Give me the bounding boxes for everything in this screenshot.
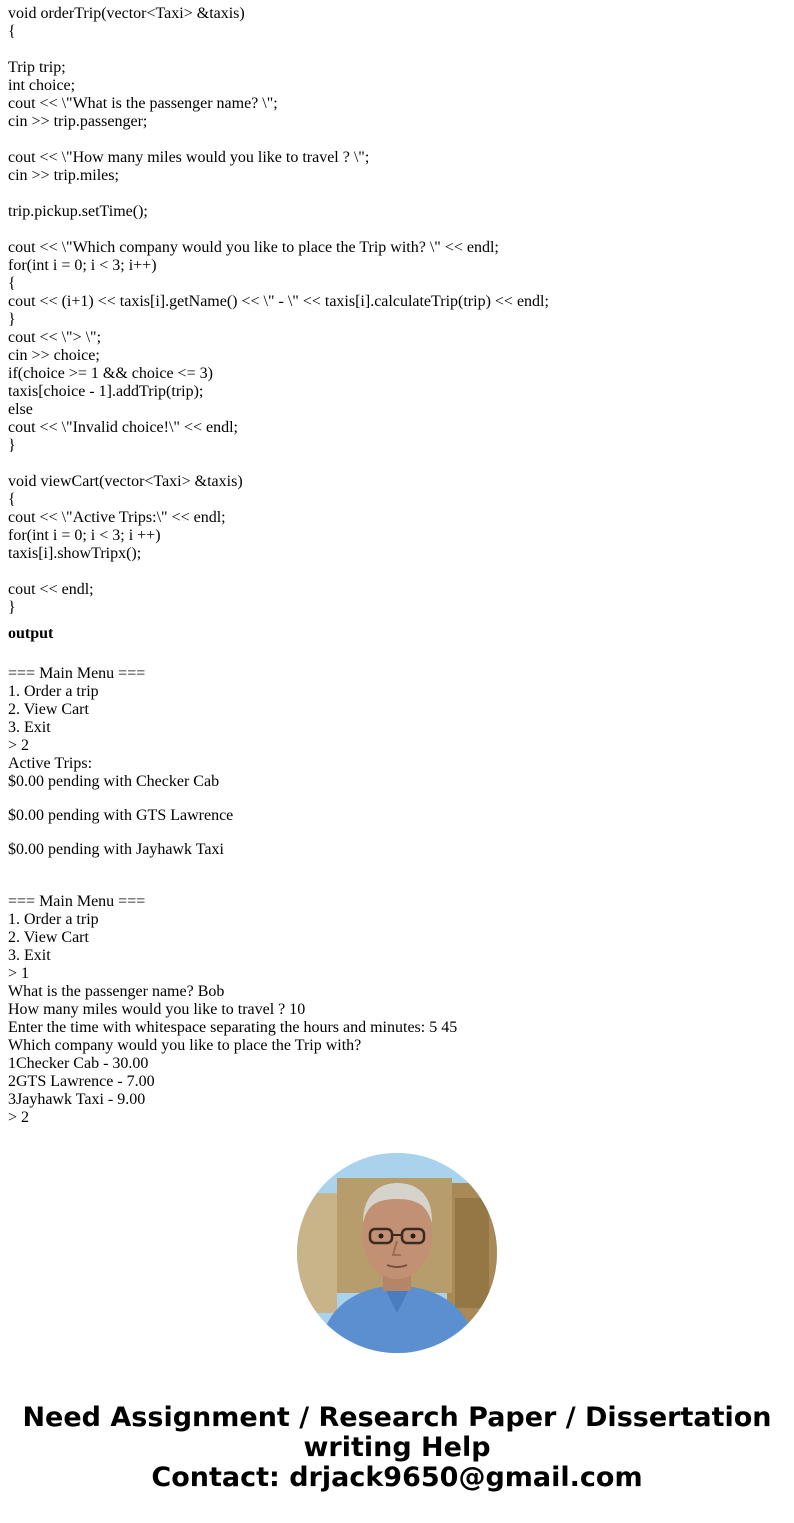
code-line: {: [8, 491, 16, 508]
output-line: 2. View Cart: [8, 929, 89, 946]
output-line: 3. Exit: [8, 719, 51, 736]
output-heading: output: [8, 625, 54, 642]
code-line: Trip trip;: [8, 59, 66, 76]
code-line: }: [8, 599, 16, 616]
promo-line-1: Need Assignment / Research Paper / Dissertation: [22, 1402, 772, 1433]
output-line: Active Trips:: [8, 755, 93, 772]
output-spacer: [8, 877, 788, 893]
output-line: > 2: [8, 1109, 30, 1123]
code-line: [8, 563, 788, 581]
output-line: Enter the time with whitespace separating the hours and minutes: 5 45: [8, 1019, 458, 1036]
code-line: for(int i = 0; i < 3; i++): [8, 257, 157, 274]
code-line: {: [8, 23, 16, 40]
output-line: 1. Order a trip: [8, 683, 99, 700]
code-line: cout << endl;: [8, 581, 94, 598]
promo-banner: [0, 1403, 794, 1493]
output-line: 1. Order a trip: [8, 911, 99, 928]
code-line: cout << \"Active Trips:\" << endl;: [8, 509, 226, 526]
promo-line-2: writing Help: [303, 1432, 491, 1463]
code-line: cout << \"> \";: [8, 329, 102, 346]
output-line: 2. View Cart: [8, 701, 89, 718]
code-line: trip.pickup.setTime();: [8, 203, 148, 220]
code-line: int choice;: [8, 77, 76, 94]
code-line: for(int i = 0; i < 3; i ++): [8, 527, 161, 544]
code-line: void orderTrip(vector<Taxi> &taxis): [8, 5, 245, 22]
output-line: === Main Menu ===: [8, 893, 146, 910]
output-line: $0.00 pending with GTS Lawrence: [8, 807, 234, 824]
code-line: cout << \"How many miles would you like to travel ? \";: [8, 149, 370, 166]
console-output: [8, 665, 788, 1123]
output-line: > 2: [8, 737, 30, 754]
promo-contact[interactable]: Contact: drjack9650@gmail.com: [151, 1462, 643, 1493]
code-line: }: [8, 437, 16, 454]
code-line: [8, 221, 788, 239]
code-line: [8, 185, 788, 203]
code-line: else: [8, 401, 33, 418]
portrait-image: [297, 1153, 497, 1353]
output-line: 3. Exit: [8, 947, 51, 964]
output-line: 3Jayhawk Taxi - 9.00: [8, 1091, 146, 1108]
code-line: cout << \"Invalid choice!\" << endl;: [8, 419, 238, 436]
code-line: cin >> choice;: [8, 347, 100, 364]
code-line: void viewCart(vector<Taxi> &taxis): [8, 473, 243, 490]
output-line: 2GTS Lawrence - 7.00: [8, 1073, 155, 1090]
output-line: === Main Menu ===: [8, 665, 146, 682]
output-line: How many miles would you like to travel ? 10: [8, 1001, 306, 1018]
code-line: cin >> trip.miles;: [8, 167, 119, 184]
code-line: cin >> trip.passenger;: [8, 113, 148, 130]
code-line: if(choice >= 1 && choice <= 3): [8, 365, 213, 382]
output-line: 1Checker Cab - 30.00: [8, 1055, 149, 1072]
code-listing: [8, 5, 788, 651]
code-line: taxis[choice - 1].addTrip(trip);: [8, 383, 204, 400]
code-line: taxis[i].showTripx();: [8, 545, 142, 562]
code-line: [8, 455, 788, 473]
code-line: }: [8, 311, 16, 328]
code-line: cout << \"Which company would you like to place the Trip with? \" << endl;: [8, 239, 499, 256]
code-line: [8, 41, 788, 59]
output-line: Which company would you like to place the Trip with?: [8, 1037, 362, 1054]
output-spacer: [8, 791, 788, 807]
code-line: cout << (i+1) << taxis[i].getName() << \" - \" << taxis[i].calculateTrip(trip) << endl;: [8, 293, 549, 310]
output-line: > 1: [8, 965, 30, 982]
output-spacer: [8, 825, 788, 841]
code-line: cout << \"What is the passenger name? \";: [8, 95, 278, 112]
code-line: {: [8, 275, 16, 292]
output-line: What is the passenger name? Bob: [8, 983, 225, 1000]
output-spacer: [8, 859, 788, 877]
output-line: $0.00 pending with Checker Cab: [8, 773, 220, 790]
output-line: $0.00 pending with Jayhawk Taxi: [8, 841, 224, 858]
author-photo: [297, 1153, 497, 1353]
code-line: [8, 131, 788, 149]
